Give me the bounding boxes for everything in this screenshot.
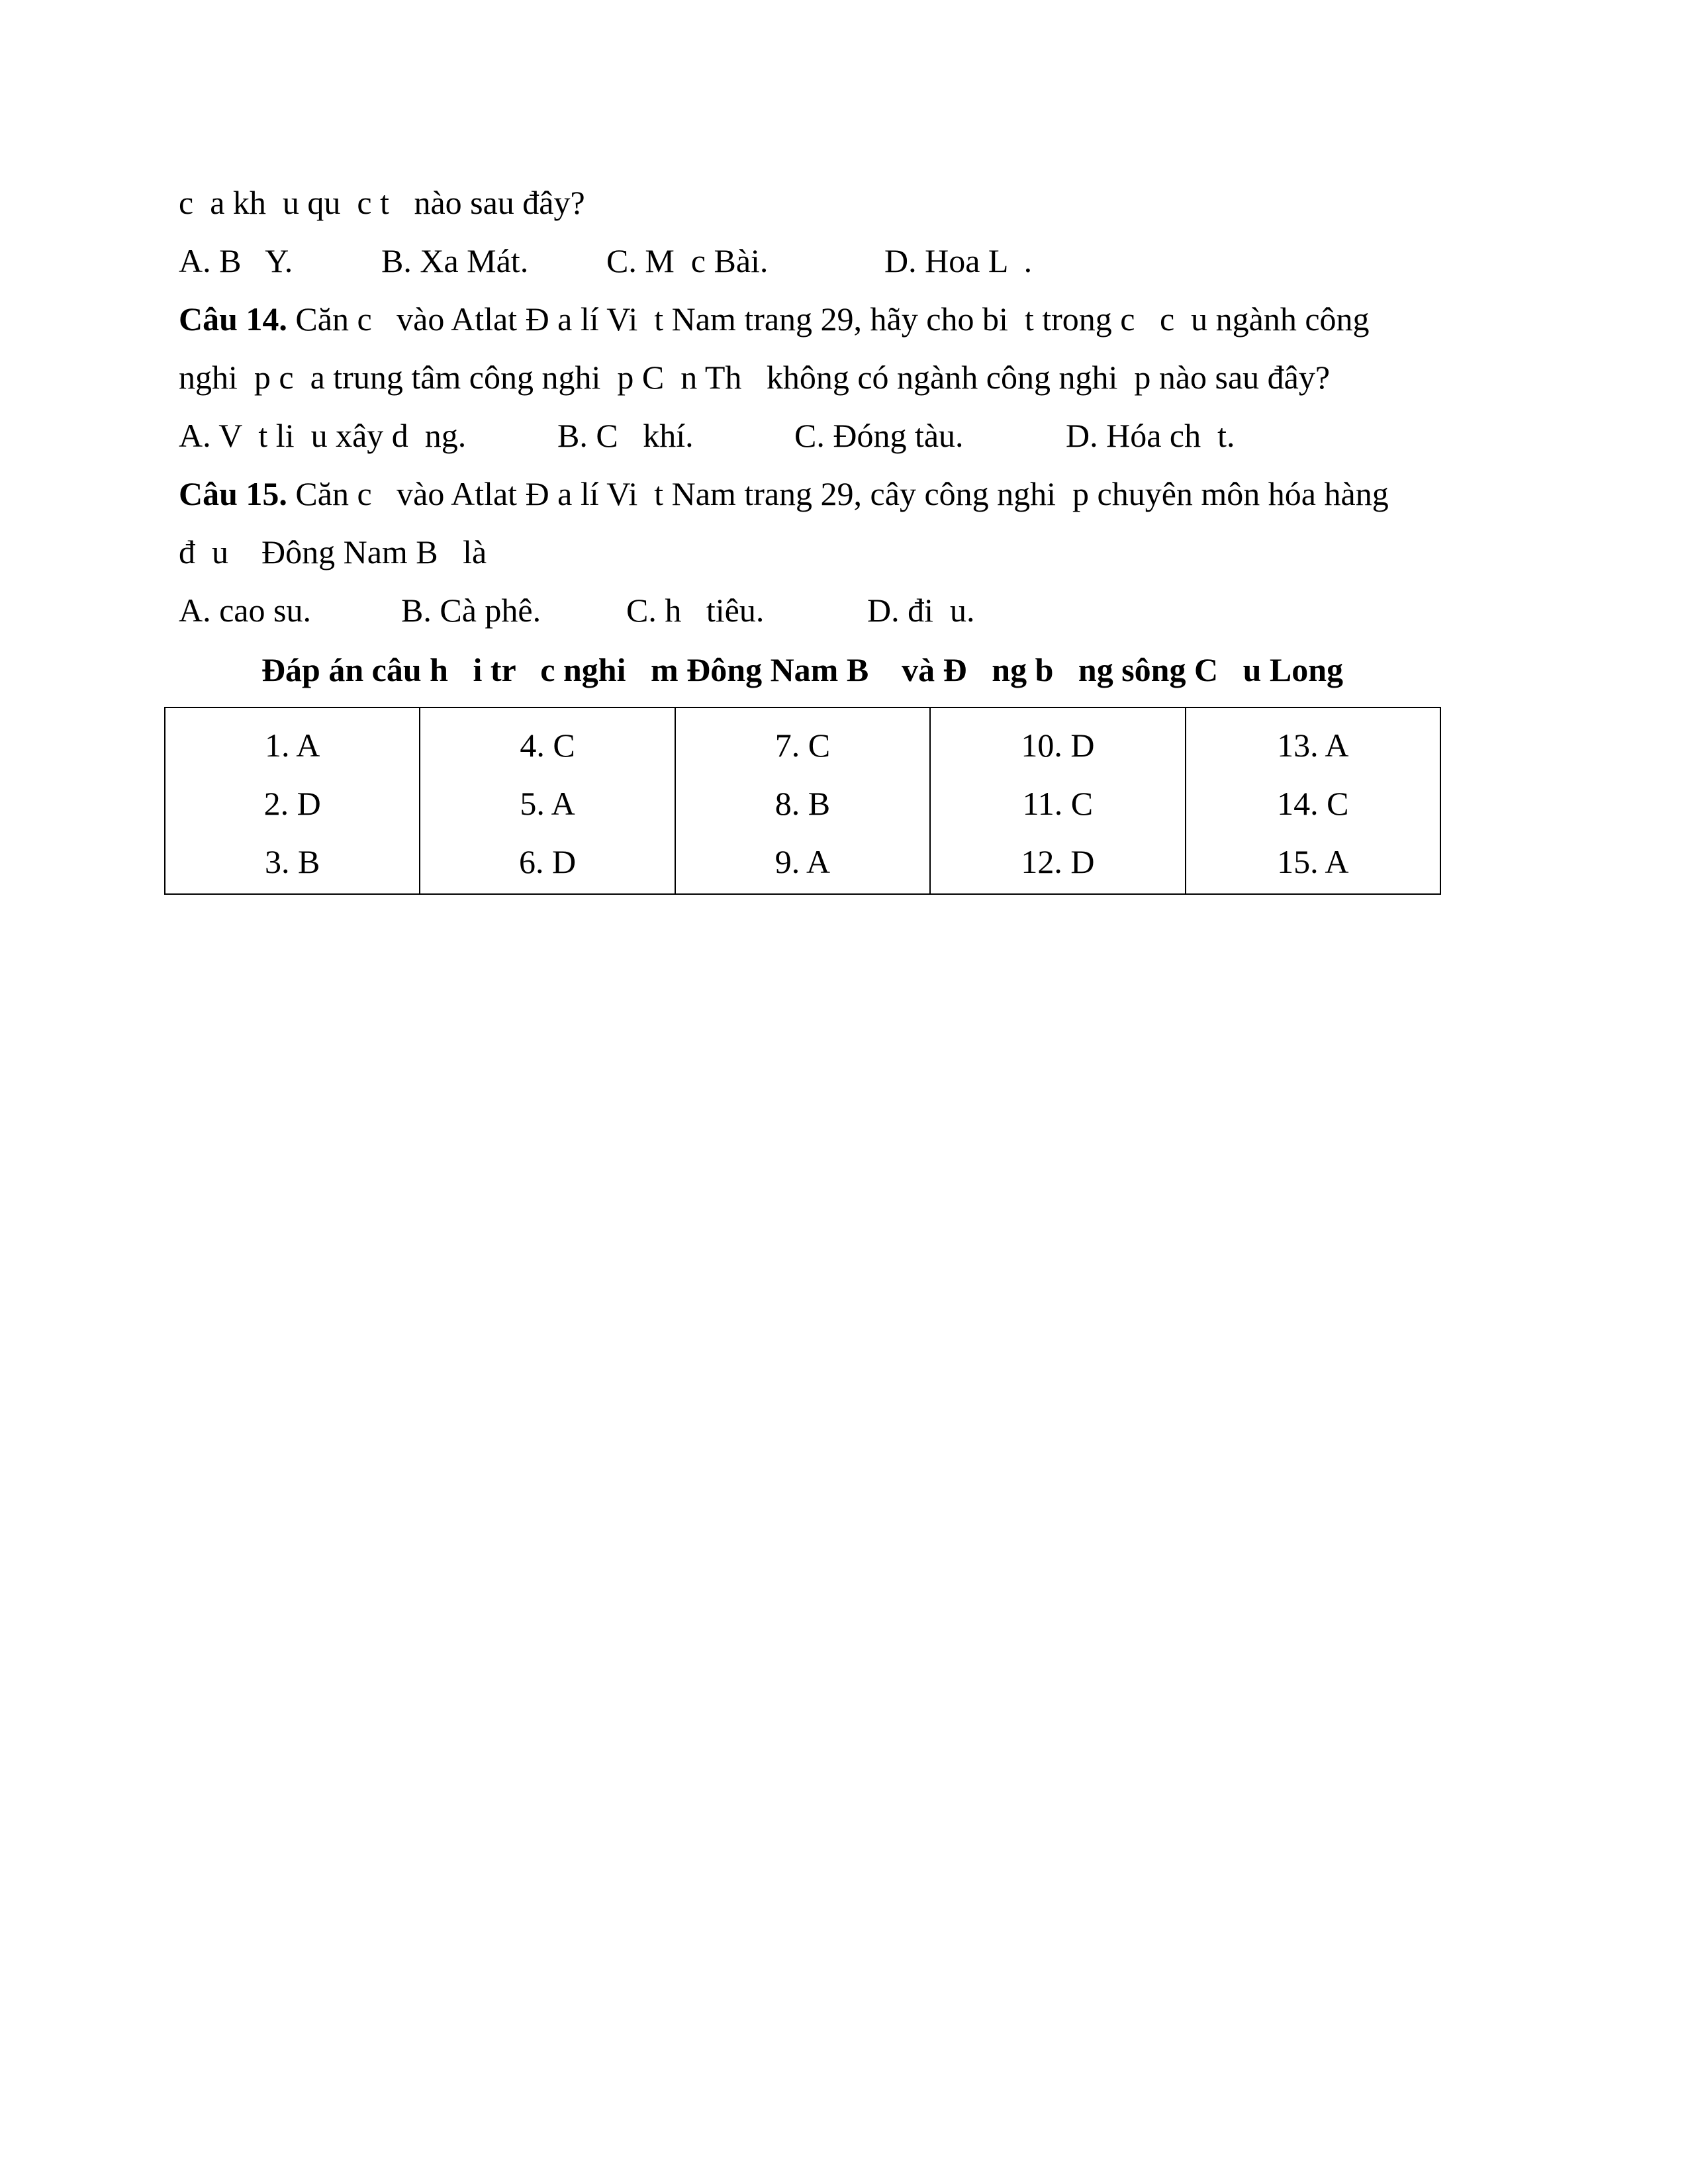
q15-label: Câu 15. bbox=[179, 475, 287, 512]
q14-text: Căn c vào Atlat Đ a lí Vi t Nam trang 29, hãy cho bi t trong c c u ngành công bbox=[287, 300, 1370, 338]
table-row bbox=[165, 707, 1440, 894]
answer-cell: 14. C bbox=[1277, 785, 1349, 822]
answer-cell: 1. A bbox=[265, 727, 320, 764]
q14-option-d: D. Hóa ch t. bbox=[1066, 417, 1235, 454]
answer-cell: 7. C bbox=[774, 727, 831, 764]
q14-options bbox=[179, 406, 1516, 465]
q15-option-c: C. h tiêu. bbox=[626, 592, 765, 629]
q15-options bbox=[179, 581, 1516, 639]
answer-cell: 2. D bbox=[263, 785, 321, 822]
q14-option-c: C. Đóng tàu. bbox=[794, 417, 964, 454]
answer-column bbox=[420, 707, 675, 894]
answer-key-table bbox=[164, 707, 1441, 895]
answer-cell: 15. A bbox=[1277, 843, 1349, 880]
q13-option-d: D. Hoa L . bbox=[884, 242, 1033, 279]
q14-line1 bbox=[179, 290, 1516, 348]
answer-column bbox=[675, 707, 930, 894]
answer-cell: 5. A bbox=[520, 785, 575, 822]
q13-tail: c a kh u qu c t nào sau đây? bbox=[179, 184, 585, 221]
answer-cell: 13. A bbox=[1277, 727, 1349, 764]
q14-label: Câu 14. bbox=[179, 300, 287, 338]
q13-option-b: B. Xa Mát. bbox=[381, 242, 529, 279]
answer-cell: 4. C bbox=[520, 727, 575, 764]
q14-option-b: B. C khí. bbox=[557, 417, 694, 454]
q15-line1 bbox=[179, 465, 1516, 523]
answer-cell: 3. B bbox=[265, 843, 320, 880]
answer-cell: 6. D bbox=[519, 843, 577, 880]
q13-options bbox=[179, 232, 1516, 290]
answer-cell: 12. D bbox=[1021, 843, 1095, 880]
q15-line2: đ u Đông Nam B là bbox=[179, 533, 487, 570]
q15-option-b: B. Cà phê. bbox=[401, 592, 541, 629]
question-text bbox=[179, 173, 1516, 639]
answer-cell: 10. D bbox=[1021, 727, 1095, 764]
answer-key-title: Đáp án câu h i tr c nghi m Đông Nam B và Đ ng b ng sông C u Long bbox=[261, 651, 1344, 688]
answer-column bbox=[1186, 707, 1440, 894]
q13-option-a: A. B Y. bbox=[179, 242, 293, 279]
answer-cell: 9. A bbox=[774, 843, 831, 880]
answer-cell: 11. C bbox=[1022, 785, 1094, 822]
q13-option-c: C. M c Bài. bbox=[606, 242, 769, 279]
q15-option-a: A. cao su. bbox=[179, 592, 311, 629]
q15-text: Căn c vào Atlat Đ a lí Vi t Nam trang 29, cây công nghi p chuyên môn hóa hàng bbox=[287, 475, 1389, 512]
answer-column bbox=[165, 707, 420, 894]
answer-cell: 8. B bbox=[774, 785, 831, 822]
answer-column bbox=[930, 707, 1185, 894]
q14-option-a: A. V t li u xây d ng. bbox=[179, 417, 467, 454]
q15-option-d: D. đi u. bbox=[867, 592, 975, 629]
q14-line2: nghi p c a trung tâm công nghi p C n Th không có ngành công nghi p nào sau đây? bbox=[179, 359, 1331, 396]
